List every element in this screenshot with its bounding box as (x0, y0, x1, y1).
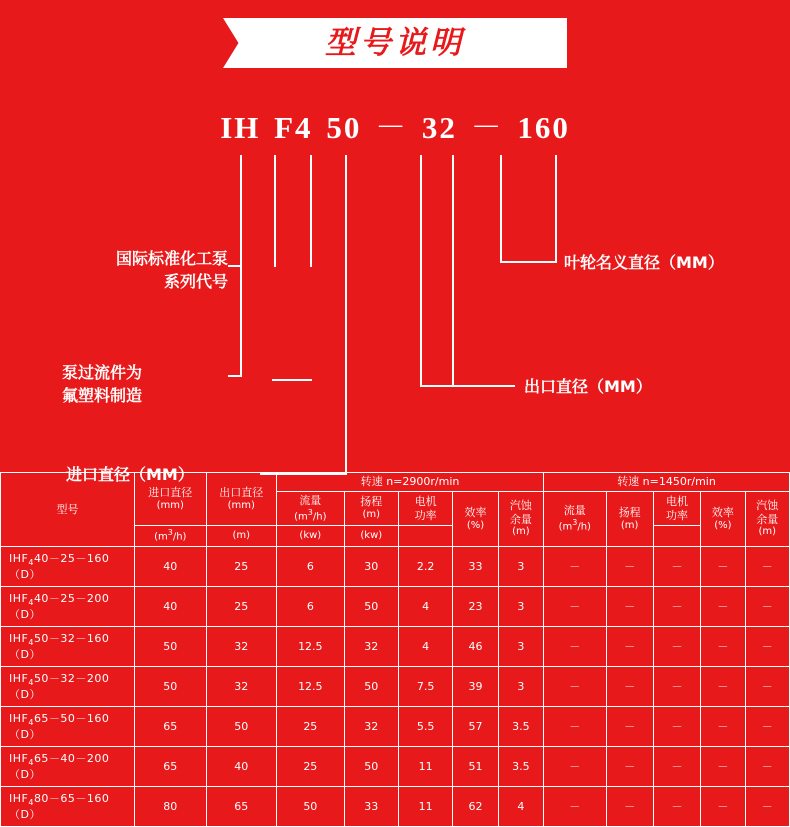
cell-power-2900: 11 (398, 747, 452, 787)
cell-power-2900: 7.5 (398, 667, 452, 707)
th-eff-1450-label: 效率 (711, 505, 734, 519)
callout-impeller-diameter-line1: 叶轮名义直径（MM） (564, 253, 724, 272)
th-power-1450-unit-row: (kw) (344, 526, 398, 547)
cell-eff-1450: － (701, 747, 745, 787)
code-dash-2: － (470, 110, 504, 145)
th-inlet (135, 473, 207, 526)
th-head-1450 (606, 491, 653, 546)
callout-outlet-diameter-line1: 出口直径（MM） (524, 377, 652, 396)
cell-outlet: 50 (206, 707, 277, 747)
callout-outlet-diameter (524, 375, 652, 398)
cell-flow-1450: － (544, 667, 606, 707)
code-part-f4: F4 (274, 110, 313, 145)
m-post: 50－32－160（D） (9, 631, 110, 661)
spec-table-wrap (0, 472, 790, 827)
th-npsh-1450 (745, 491, 789, 546)
callout-fluoroplastic-line1: 泵过流件为 (62, 363, 143, 382)
spec-table (0, 472, 790, 827)
cell-npsh-1450: － (745, 707, 789, 747)
leader-connector-ih (228, 265, 242, 267)
cell-npsh-2900: 3 (498, 667, 543, 707)
cell-power-1450: － (653, 747, 700, 787)
u7: (m (154, 531, 168, 543)
cell-npsh-1450: － (745, 667, 789, 707)
cell-eff-2900: 46 (453, 627, 498, 667)
th-head-1450-label: 扬程 (618, 505, 641, 519)
th-npsh-1450-l2: 余量 (756, 512, 779, 526)
cell-eff-2900: 62 (453, 787, 498, 827)
cell-npsh-1450: － (745, 547, 789, 587)
u5: 3 (572, 517, 578, 527)
cell-model (1, 587, 135, 627)
m-pre: IHF (9, 631, 29, 645)
th-inlet-unit: (mm) (156, 499, 184, 511)
cell-flow-2900: 25 (277, 707, 345, 747)
cell-eff-1450: － (701, 627, 745, 667)
th-outlet-label: 出口直径 (219, 486, 264, 500)
cell-head-1450: － (606, 667, 653, 707)
cell-npsh-1450: － (745, 587, 789, 627)
m-sub: 4 (28, 677, 34, 687)
th-flow-2900 (277, 491, 345, 526)
m-sub: 4 (28, 717, 34, 727)
u4: (m (558, 521, 573, 533)
cell-head-1450: － (606, 547, 653, 587)
table-row (1, 547, 790, 587)
cell-outlet: 65 (206, 787, 277, 827)
table-row (1, 787, 790, 827)
cell-head-2900: 50 (344, 587, 398, 627)
cell-head-1450: － (606, 747, 653, 787)
cell-npsh-2900: 3 (498, 587, 543, 627)
leader-line-impeller-2 (555, 155, 557, 263)
cell-eff-2900: 33 (453, 547, 498, 587)
th-eff-1450-unit: (%) (714, 519, 732, 531)
cell-npsh-2900: 3 (498, 627, 543, 667)
cell-npsh-2900: 3 (498, 547, 543, 587)
m-sub: 4 (28, 557, 34, 567)
cell-inlet: 65 (135, 747, 207, 787)
th-flow-1450 (544, 491, 606, 546)
th-eff-2900-label: 效率 (464, 505, 487, 519)
callout-impeller-diameter (564, 251, 724, 274)
table-row (1, 747, 790, 787)
leader-line-inlet (345, 155, 347, 473)
leader-connector-impeller (500, 261, 556, 263)
cell-power-1450: － (653, 707, 700, 747)
cell-outlet: 25 (206, 547, 277, 587)
th-npsh-1450-unit: (m) (758, 526, 777, 538)
cell-power-1450: － (653, 547, 700, 587)
page-title: 型号说明 (325, 25, 465, 61)
cell-eff-1450: － (701, 667, 745, 707)
th-npsh-1450-l1: 汽蚀 (756, 498, 779, 512)
cell-npsh-2900: 3.5 (498, 747, 543, 787)
m-post: 65－50－160（D） (9, 711, 110, 741)
table-row (1, 707, 790, 747)
cell-outlet: 25 (206, 587, 277, 627)
cell-power-1450: － (653, 627, 700, 667)
cell-eff-2900: 51 (453, 747, 498, 787)
leader-connector-f4 (272, 379, 312, 381)
u9: /h) (172, 531, 187, 543)
cell-npsh-1450: － (745, 787, 789, 827)
cell-power-2900: 11 (398, 787, 452, 827)
cell-flow-2900: 12.5 (277, 627, 345, 667)
th-eff-1450 (701, 491, 745, 546)
spec-table-body (1, 547, 790, 827)
cell-head-1450: － (606, 627, 653, 667)
m-pre: IHF (9, 751, 29, 765)
th-eff-2900-unit: (%) (466, 519, 485, 531)
cell-head-2900: 50 (344, 747, 398, 787)
leader-line-f4-2 (310, 155, 312, 267)
cell-flow-2900: 25 (277, 747, 345, 787)
cell-flow-1450: － (544, 587, 606, 627)
cell-model (1, 627, 135, 667)
leader-line-impeller-1 (500, 155, 502, 263)
cell-flow-1450: － (544, 787, 606, 827)
th-head-2900 (344, 491, 398, 526)
cell-eff-2900: 39 (453, 667, 498, 707)
cell-flow-1450: － (544, 707, 606, 747)
table-row (1, 667, 790, 707)
cell-inlet: 40 (135, 547, 207, 587)
th-npsh-2900-unit: (m) (512, 526, 530, 538)
th-power-2900 (398, 491, 452, 526)
m-sub: 4 (28, 597, 34, 607)
cell-flow-1450: － (544, 627, 606, 667)
code-part-ih: IH (220, 110, 261, 145)
th-outlet-unit: (mm) (227, 499, 255, 511)
leader-line-outlet-1 (420, 155, 422, 387)
cell-power-2900: 4 (398, 587, 452, 627)
th-npsh-2900 (498, 491, 543, 546)
th-power-1450-l1: 电机 (666, 494, 689, 508)
u6: /h) (577, 521, 591, 533)
cell-flow-2900: 12.5 (277, 667, 345, 707)
m-post: 40－25－200（D） (9, 591, 110, 621)
m-pre: IHF (9, 791, 29, 805)
cell-head-2900: 33 (344, 787, 398, 827)
th-head-1450-unit: (m) (620, 519, 639, 531)
cell-power-2900: 4 (398, 627, 452, 667)
leader-line-f4 (274, 155, 276, 267)
u3: /h) (312, 510, 327, 522)
table-row (1, 587, 790, 627)
callout-series-code-line1: 国际标准化工泵 (115, 249, 228, 268)
code-dash-1: － (375, 110, 409, 145)
cell-power-2900: 5.5 (398, 707, 452, 747)
th-npsh-2900-l1: 汽蚀 (509, 498, 532, 512)
th-speed-2900: 转速 n=2900r/min (277, 473, 544, 492)
cell-npsh-2900: 4 (498, 787, 543, 827)
cell-eff-1450: － (701, 787, 745, 827)
th-flow-1450-unit (545, 518, 604, 534)
cell-outlet: 32 (206, 667, 277, 707)
table-row (1, 627, 790, 667)
callout-fluoroplastic (62, 361, 262, 407)
m-post: 40－25－160（D） (9, 551, 110, 581)
callout-series-code-line2: 系列代号 (163, 272, 228, 292)
table-header-row-1 (1, 473, 790, 492)
th-eff-2900 (453, 491, 498, 546)
th-model: 型号 (1, 473, 135, 547)
cell-eff-1450: － (701, 547, 745, 587)
m-pre: IHF (9, 551, 29, 565)
th-power-1450-l2: 功率 (666, 508, 689, 522)
cell-flow-2900: 50 (277, 787, 345, 827)
code-part-32: 32 (421, 110, 457, 145)
m-pre: IHF (9, 711, 29, 725)
th-flow-2900-unit (278, 508, 343, 524)
code-part-160: 160 (517, 110, 570, 145)
cell-eff-2900: 57 (453, 707, 498, 747)
cell-npsh-1450: － (745, 627, 789, 667)
cell-power-1450: － (653, 667, 700, 707)
leader-connector-outlet (420, 385, 515, 387)
cell-flow-1450: － (544, 747, 606, 787)
th-head-2900-label: 扬程 (360, 495, 383, 509)
th-inlet-label: 进口直径 (148, 486, 193, 500)
cell-inlet: 80 (135, 787, 207, 827)
m-post: 50－32－200（D） (9, 671, 110, 701)
cell-inlet: 65 (135, 707, 207, 747)
callout-fluoroplastic-line2: 氟塑料制造 (62, 386, 143, 406)
th-flow-2900-unit-row (135, 526, 207, 547)
th-flow-1450-label: 流量 (563, 504, 586, 518)
cell-outlet: 40 (206, 747, 277, 787)
callout-inlet-diameter-line1: 进口直径（MM） (66, 465, 194, 484)
cell-outlet: 32 (206, 627, 277, 667)
cell-flow-1450: － (544, 547, 606, 587)
th-flow-2900-label: 流量 (299, 493, 322, 507)
banner (0, 0, 790, 86)
cell-model (1, 707, 135, 747)
model-code (0, 102, 790, 147)
cell-npsh-2900: 3.5 (498, 707, 543, 747)
th-power-2900-l1: 电机 (414, 494, 437, 508)
cell-inlet: 50 (135, 627, 207, 667)
u2: 3 (307, 507, 313, 517)
leader-line-outlet-2 (452, 155, 454, 387)
th-outlet (206, 473, 277, 526)
cell-head-2900: 32 (344, 707, 398, 747)
cell-flow-2900: 6 (277, 587, 345, 627)
cell-head-2900: 32 (344, 627, 398, 667)
m-post: 80－65－160（D） (9, 791, 110, 821)
cell-model (1, 547, 135, 587)
th-npsh-2900-l2: 余量 (509, 512, 532, 526)
th-power-2900-unit-row: (kw) (277, 526, 345, 547)
m-sub: 4 (28, 757, 34, 767)
cell-head-1450: － (606, 707, 653, 747)
cell-model (1, 787, 135, 827)
cell-model (1, 667, 135, 707)
u8: 3 (167, 528, 173, 538)
u1: (m (294, 510, 308, 522)
m-post: 65－40－200（D） (9, 751, 110, 781)
th-power-1450 (653, 491, 700, 526)
cell-inlet: 40 (135, 587, 207, 627)
cell-eff-1450: － (701, 707, 745, 747)
cell-eff-2900: 23 (453, 587, 498, 627)
th-head-2900-unit: (m) (362, 509, 381, 521)
cell-head-2900: 50 (344, 667, 398, 707)
th-power-2900-l2: 功率 (414, 508, 437, 522)
m-sub: 4 (28, 637, 34, 647)
cell-inlet: 50 (135, 667, 207, 707)
m-sub: 4 (28, 797, 34, 807)
cell-head-1450: － (606, 787, 653, 827)
th-speed-1450: 转速 n=1450r/min (544, 473, 790, 492)
callout-series-code (42, 247, 228, 293)
cell-power-1450: － (653, 587, 700, 627)
cell-npsh-1450: － (745, 747, 789, 787)
cell-flow-2900: 6 (277, 547, 345, 587)
m-pre: IHF (9, 591, 29, 605)
th-head-2900-unit-row: (m) (206, 526, 277, 547)
cell-eff-1450: － (701, 587, 745, 627)
m-pre: IHF (9, 671, 29, 685)
cell-power-2900: 2.2 (398, 547, 452, 587)
cell-head-2900: 30 (344, 547, 398, 587)
code-part-50: 50 (326, 110, 362, 145)
cell-power-1450: － (653, 787, 700, 827)
cell-model (1, 747, 135, 787)
cell-head-1450: － (606, 587, 653, 627)
